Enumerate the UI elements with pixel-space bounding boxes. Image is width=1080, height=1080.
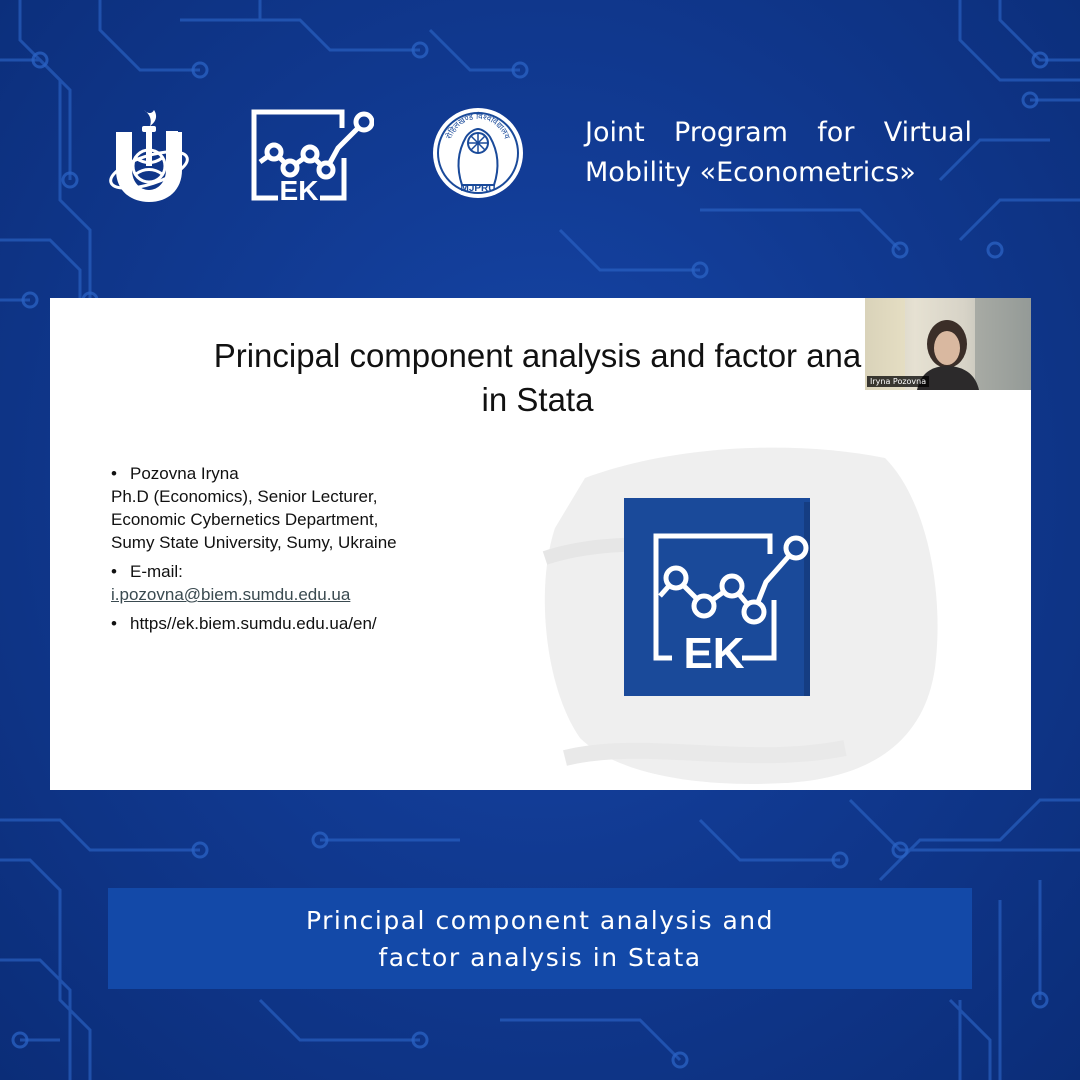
program-title-word: Virtual [883, 117, 972, 148]
program-title-word: for [817, 117, 855, 148]
email-link[interactable]: i.pozovna@biem.sumdu.edu.ua [111, 585, 351, 604]
webcam-thumbnail [865, 298, 1031, 390]
university-emblem [106, 106, 196, 202]
ek-logo-text: EK [279, 175, 319, 202]
author-name: • Pozovna Iryna [111, 462, 511, 485]
university-emblem-icon [106, 106, 196, 202]
ek-logo [250, 108, 374, 202]
program-title-word: Program [674, 117, 788, 148]
webcam-name-label: Iryna Pozovna [867, 376, 929, 387]
mjpru-label: MJPRU [460, 183, 496, 194]
slide-title-line1: Principal component analysis and factor ana [213, 337, 862, 374]
program-title-line2: Mobility «Econometrics» [585, 157, 916, 188]
mjpru-seal-text: रोहिलखण्ड विश्वविद्यालय [444, 111, 512, 141]
website-link[interactable]: • https//ek.biem.sumdu.edu.ua/en/ [111, 612, 511, 635]
ek-logo-large [624, 498, 810, 696]
caption-box [108, 888, 972, 989]
slide-title-line2: in Stata [481, 381, 594, 418]
ek-large-text: EK [683, 629, 745, 678]
program-title [585, 113, 972, 193]
author-degree: Ph.D (Economics), Senior Lecturer, [111, 487, 378, 506]
mjpru-logo [432, 107, 524, 199]
author-university: Sumy State University, Sumy, Ukraine [111, 533, 397, 552]
program-title-line1 [585, 113, 972, 153]
ek-chart-icon [250, 108, 374, 202]
program-title-word: Joint [585, 117, 645, 148]
caption-line1: Principal component analysis and [305, 905, 775, 935]
presentation-slide [50, 298, 1031, 790]
author-info [111, 462, 511, 635]
email-label: • E-mail: [111, 560, 511, 583]
author-department: Economic Cybernetics Department, [111, 510, 379, 529]
mjpru-seal-icon [432, 107, 524, 199]
caption-line2: factor analysis in Stata [378, 942, 702, 972]
